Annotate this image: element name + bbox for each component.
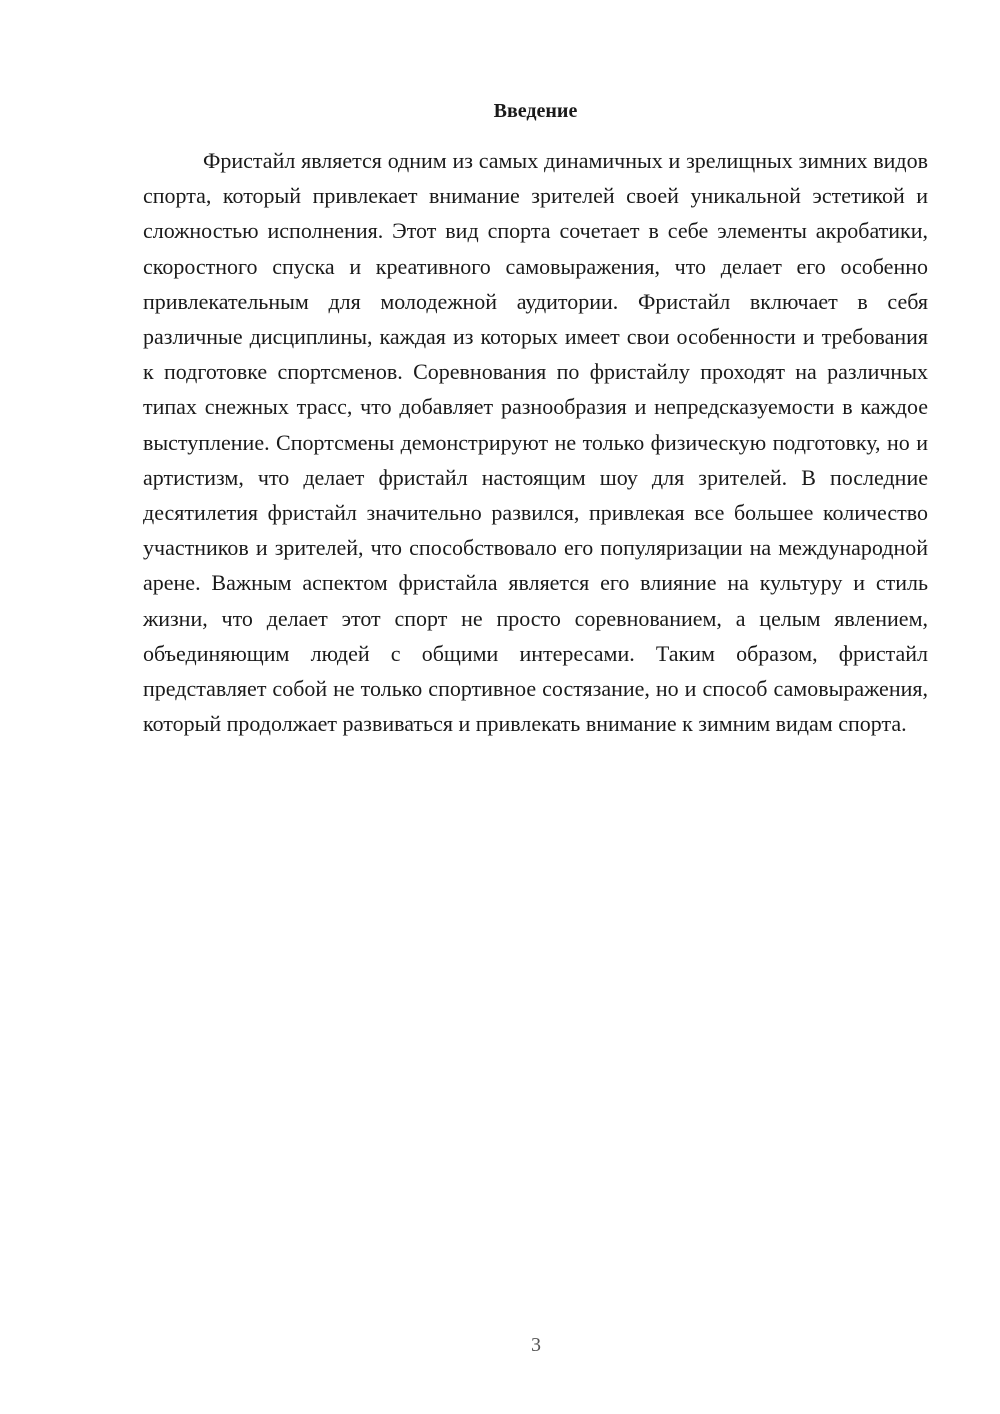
- page-number: 3: [531, 1334, 541, 1356]
- body-paragraph: Фристайл является одним из самых динамичных и зрелищных зимних видов спорта, который привлекает внимание зрителей своей уникальной эстетикой и сложностью исполнения. Этот вид спорта сочетает в себе элементы акробатики, скоростного спуска и креативного самовыражения, что делает его особенно привлекательным для молодежной аудитории. Фристайл включает в себя различные дисциплины, каждая из которых имеет свои особенности и требования к подготовке спортсменов. Соревнования по фристайлу проходят на различных типах снежных трасс, что добавляет разнообразия и непредсказуемости в каждое выступление. Спортсмены демонстрируют не только физическую подготовку, но и артистизм, что делает фристайл настоящим шоу для зрителей. В последние десятилетия фристайл значительно развился, привлекая все большее количество участников и зрителей, что способствовало его популяризации на международной арене. Важным аспектом фристайла является его влияние на культуру и стиль жизни, что делает этот спорт не просто соревнованием, а целым явлением, объединяющим людей с общими интересами. Таким образом, фристайл представляет собой не только спортивное состязание, но и способ самовыражения, который продолжает развиваться и привлекать внимание к зимним видам спорта.: [143, 148, 928, 737]
- section-heading: Введение: [493, 100, 578, 122]
